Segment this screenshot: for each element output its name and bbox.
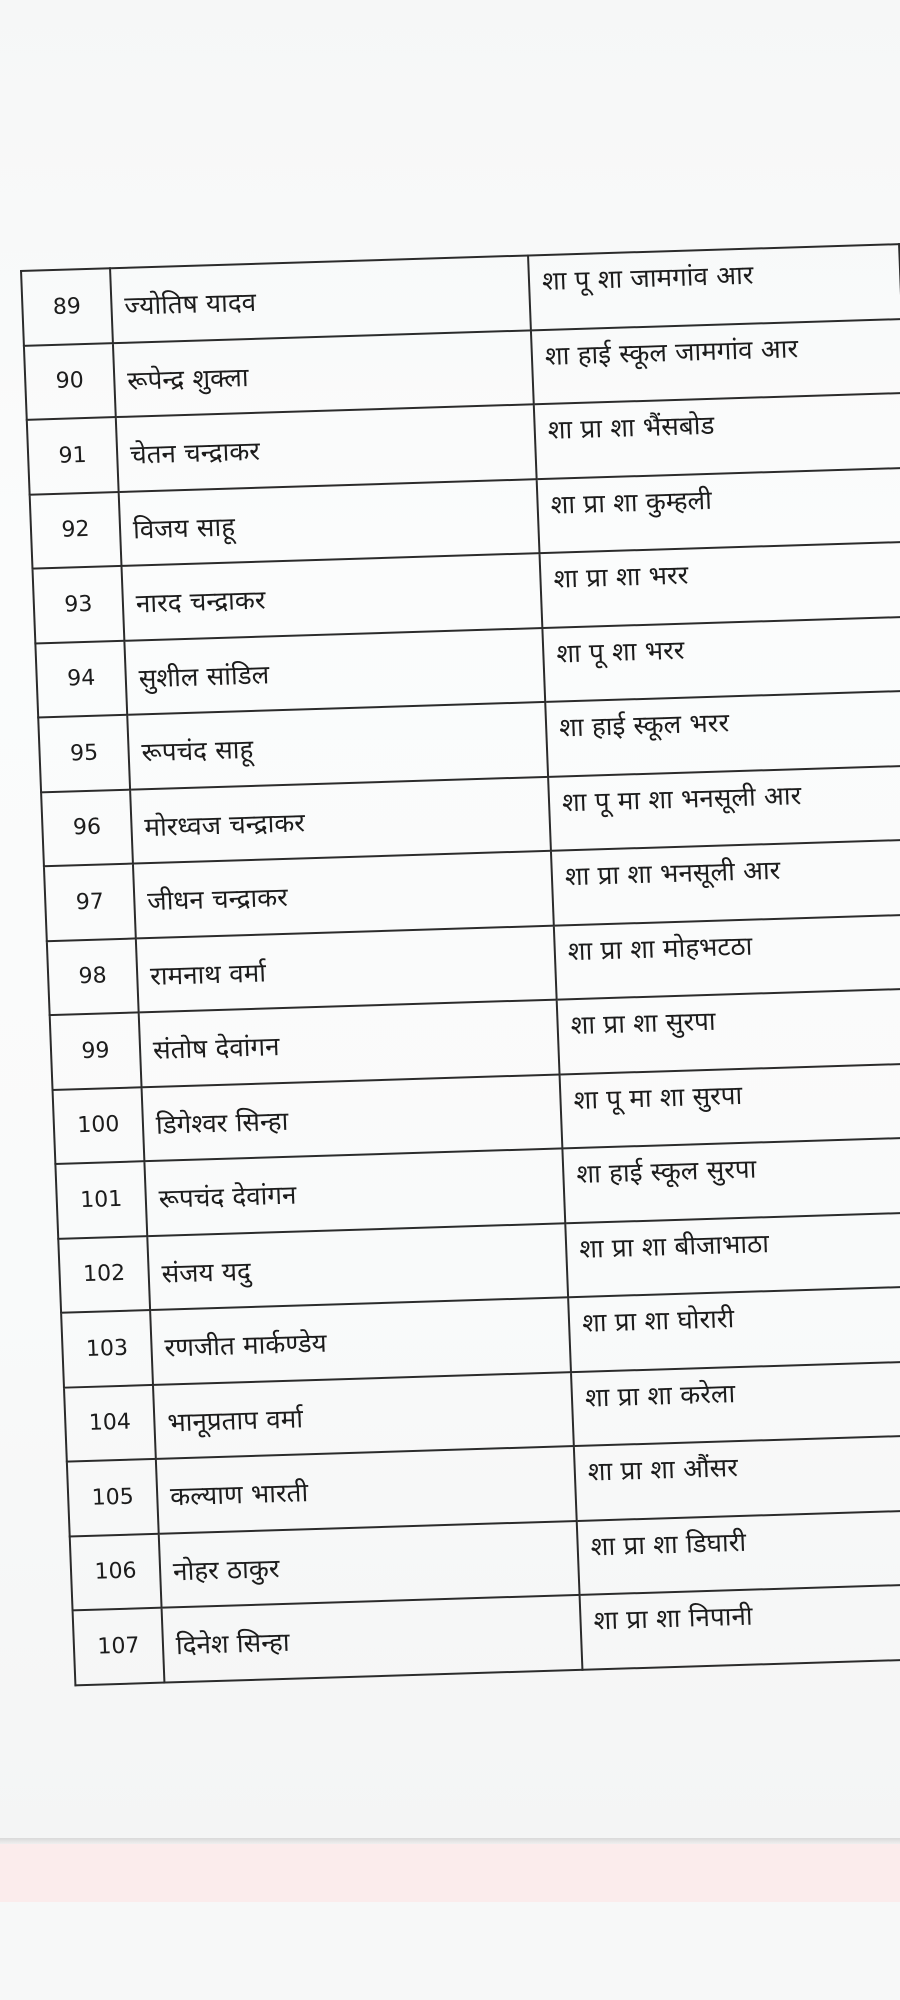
viewer-bottom bbox=[0, 1902, 900, 2000]
school-cell: शा प्रा शा भरर bbox=[539, 542, 900, 628]
serial-number-cell: 97 bbox=[44, 864, 136, 941]
name-cell: रामनाथ वर्मा bbox=[136, 925, 557, 1012]
name-cell: ज्योतिष यादव bbox=[110, 255, 531, 342]
serial-number-cell: 104 bbox=[64, 1384, 156, 1461]
viewer-strip bbox=[0, 1844, 900, 1902]
school-cell: शा हाई स्कूल सुरपा bbox=[562, 1137, 900, 1223]
serial-number-cell: 92 bbox=[30, 491, 122, 568]
name-cell: नारद चन्द्राकर bbox=[121, 553, 542, 640]
serial-number-cell: 107 bbox=[73, 1608, 165, 1685]
name-cell: जीधन चन्द्राकर bbox=[133, 851, 554, 938]
name-cell: दिनेश सिन्हा bbox=[161, 1595, 582, 1682]
serial-number-cell: 106 bbox=[70, 1533, 162, 1610]
school-cell: शा प्रा शा औंसर bbox=[574, 1435, 900, 1521]
name-cell: नोहर ठाकुर bbox=[159, 1520, 580, 1607]
name-cell: रूपेन्द्र शुक्ला bbox=[113, 330, 534, 417]
school-cell: शा हाई स्कूल जामगांव आर bbox=[531, 319, 900, 405]
serial-number-cell: 93 bbox=[32, 566, 124, 643]
serial-number-cell: 100 bbox=[53, 1087, 145, 1164]
name-cell: विजय साहू bbox=[119, 479, 540, 566]
serial-number-cell: 91 bbox=[27, 417, 119, 494]
school-cell: शा प्रा शा कुम्हली bbox=[537, 467, 900, 553]
school-cell: शा प्रा शा सुरपा bbox=[557, 988, 900, 1074]
serial-number-cell: 99 bbox=[50, 1012, 142, 1089]
school-cell: शा प्रा शा निपानी bbox=[580, 1584, 900, 1670]
serial-number-cell: 89 bbox=[21, 268, 113, 345]
name-cell: संतोष देवांगन bbox=[139, 1000, 560, 1087]
name-cell: रणजीत मार्कण्डेय bbox=[150, 1297, 571, 1384]
serial-number-cell: 105 bbox=[67, 1459, 159, 1536]
staff-table bbox=[20, 243, 900, 1686]
school-cell: शा प्रा शा भैंसबोड bbox=[534, 393, 900, 479]
school-cell: शा हाई स्कूल भरर bbox=[545, 691, 900, 777]
school-cell: शा पू मा शा सुरपा bbox=[560, 1063, 900, 1149]
serial-number-cell: 90 bbox=[24, 343, 116, 420]
name-cell: मोरध्वज चन्द्राकर bbox=[130, 776, 551, 863]
serial-number-cell: 94 bbox=[35, 640, 127, 717]
name-cell: डिगेश्वर सिन्हा bbox=[141, 1074, 562, 1161]
table-body bbox=[21, 244, 900, 1685]
name-cell: रूपचंद देवांगन bbox=[144, 1148, 565, 1235]
name-cell: भानूप्रताप वर्मा bbox=[153, 1372, 574, 1459]
name-cell: चेतन चन्द्राकर bbox=[116, 404, 537, 491]
name-cell: रूपचंद साहू bbox=[127, 702, 548, 789]
school-cell: शा प्रा शा डिघारी bbox=[577, 1509, 900, 1595]
school-cell: शा पू शा जामगांव आर bbox=[528, 244, 900, 330]
name-cell: कल्याण भारती bbox=[156, 1446, 577, 1533]
name-cell: सुशील सांडिल bbox=[124, 628, 545, 715]
school-cell: शा पू मा शा भनसूली आर bbox=[548, 765, 900, 851]
serial-number-cell: 101 bbox=[55, 1161, 147, 1238]
name-cell: संजय यदु bbox=[147, 1223, 568, 1310]
school-cell: शा प्रा शा करेला bbox=[571, 1360, 900, 1446]
serial-number-cell: 102 bbox=[58, 1236, 150, 1313]
serial-number-cell: 98 bbox=[47, 938, 139, 1015]
school-cell: शा प्रा शा बीजाभाठा bbox=[565, 1211, 900, 1297]
serial-number-cell: 95 bbox=[38, 715, 130, 792]
staff-table-container bbox=[20, 243, 900, 1686]
school-cell: शा प्रा शा भनसूली आर bbox=[551, 839, 900, 925]
school-cell: शा प्रा शा मोहभटठा bbox=[554, 914, 900, 1000]
serial-number-cell: 96 bbox=[41, 789, 133, 866]
serial-number-cell: 103 bbox=[61, 1310, 153, 1387]
school-cell: शा पू शा भरर bbox=[542, 616, 900, 702]
school-cell: शा प्रा शा घोरारी bbox=[568, 1286, 900, 1372]
